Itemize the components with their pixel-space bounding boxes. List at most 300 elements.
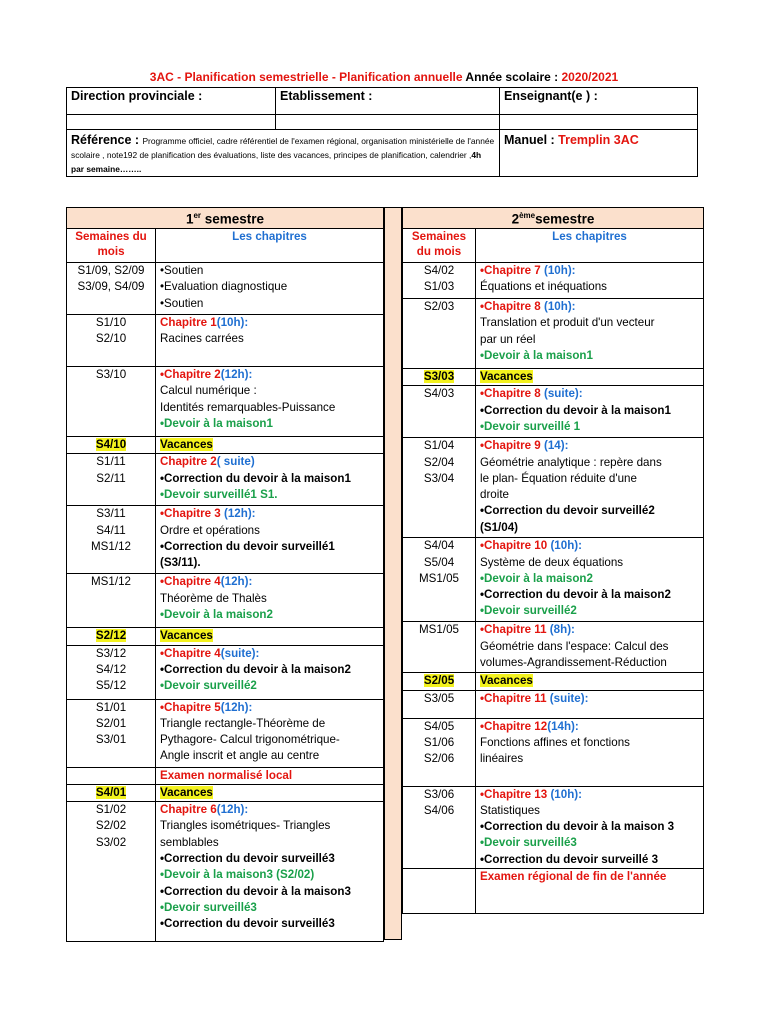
semester2-weeks-cell	[403, 673, 476, 690]
chapter-title	[480, 720, 579, 733]
semester1-chapter-cell	[156, 574, 384, 628]
manuel-label: Manuel :	[504, 133, 559, 147]
correction-label: •Correction du devoir à la maison3	[160, 884, 351, 898]
chapter-line-wrap	[160, 437, 379, 453]
chapter-line: Théorème de Thalès	[160, 591, 267, 605]
title-year: 2020/2021	[561, 70, 619, 84]
chapter-line-wrap	[160, 416, 379, 432]
semester1-row	[67, 367, 384, 437]
chapter-title-hours: (suite):	[549, 691, 589, 705]
semester2-row	[403, 622, 704, 673]
semester1-number: 1	[185, 211, 194, 227]
chapter-line-wrap	[160, 867, 379, 883]
semester-separator	[384, 207, 402, 940]
chapter-line-wrap	[480, 803, 699, 819]
chapter-title	[160, 368, 252, 381]
chapter-line-wrap	[160, 539, 379, 555]
semester1-weeks-cell	[67, 454, 156, 506]
week-line: S4/05	[423, 719, 455, 733]
semester1-weeks-cell	[67, 263, 156, 315]
correction-label: •Correction du devoir surveillé3	[160, 852, 335, 866]
chapter-line-wrap	[160, 591, 379, 607]
chapter-line-wrap	[160, 506, 379, 522]
chapter-line-wrap	[160, 835, 379, 851]
semester2-chapter-cell	[476, 386, 704, 438]
correction-label: (S3/11).	[160, 556, 201, 570]
semester1-table	[66, 207, 384, 942]
semester1-row	[67, 645, 384, 699]
chapter-title	[160, 455, 255, 468]
chapter-line: •Evaluation diagnostique	[160, 280, 288, 294]
chapter-title	[480, 387, 583, 400]
chapter-line-wrap	[160, 607, 379, 623]
chapter-line-wrap	[160, 818, 379, 834]
semester2-chapter-cell	[476, 786, 704, 868]
chapter-title-hours: (14h):	[547, 719, 579, 733]
correction-label: •Correction du devoir surveillé 3	[480, 852, 659, 866]
chapter-title-name: •Chapitre 9	[480, 439, 544, 453]
holiday-label: Vacances	[480, 370, 533, 383]
week-line: S1/06	[423, 735, 455, 749]
chapter-line: Système de deux équations	[480, 555, 624, 569]
chapter-line: Identités remarquables-Puissance	[160, 400, 336, 414]
homework-label: •Devoir à la maison2	[160, 607, 273, 621]
chapter-line: Racines carrées	[160, 332, 244, 346]
chapter-title-hours: (10h):	[550, 539, 582, 553]
semester2-chapter-cell	[476, 622, 704, 673]
chapter-line-wrap	[160, 732, 379, 748]
semester2-row	[403, 718, 704, 786]
semester2-weeks-cell	[403, 718, 476, 786]
semester2-chapter-cell	[476, 538, 704, 622]
week-line: MS1/05	[419, 623, 459, 637]
chapter-title-name: •Chapitre 10	[480, 539, 551, 553]
week-line	[407, 673, 471, 689]
correction-label: •Correction du devoir surveillé2	[480, 504, 655, 518]
chapter-line-wrap	[480, 386, 699, 402]
chapter-line-wrap	[480, 503, 699, 519]
chapter-title-name: •Chapitre 11	[480, 691, 550, 705]
week-label: S2/05	[423, 674, 455, 688]
chapter-line-wrap	[480, 622, 699, 638]
semester1-chapter-cell	[156, 767, 384, 784]
manuel-value: Tremplin 3AC	[558, 133, 639, 147]
chapter-title-hours: (12h):	[216, 803, 249, 817]
week-label: S3/03	[423, 370, 455, 383]
reference-cell	[67, 130, 500, 177]
semester2-table	[402, 207, 704, 914]
semester1-weeks-cell	[67, 437, 156, 454]
correction-label: •Correction du devoir à la maison 3	[480, 820, 675, 834]
chapter-line: le plan- Équation réduite d'une	[480, 471, 637, 485]
week-line: S4/03	[423, 387, 455, 401]
chapter-line: Angle inscrit et angle au centre	[160, 749, 320, 763]
semester1-word: semestre	[201, 211, 265, 227]
semester1-chapters-header: Les chapitres	[156, 229, 384, 263]
semester1-chapter-cell	[156, 784, 384, 801]
chapter-title	[160, 575, 252, 588]
semester1-chapter-cell	[156, 263, 384, 315]
chapter-line: Fonctions affines et fonctions	[480, 735, 630, 749]
week-line: S1/11	[96, 455, 126, 469]
chapter-title	[480, 439, 568, 452]
homework-label: •Devoir à la maison3 (S2/02)	[160, 868, 315, 882]
chapter-line-wrap	[160, 884, 379, 900]
week-line	[71, 437, 151, 453]
semester1-row	[67, 263, 384, 315]
week-line: MS1/05	[419, 571, 459, 585]
week-line	[407, 369, 471, 385]
chapter-line-wrap	[160, 487, 379, 503]
correction-label: •Correction du devoir surveillé3	[160, 917, 335, 931]
semester2-row	[403, 690, 704, 718]
chapter-title-name: •Chapitre 5	[160, 700, 221, 714]
chapter-line-wrap	[480, 438, 699, 454]
chapter-line-wrap	[160, 916, 379, 932]
chapter-line: Statistiques	[480, 803, 540, 817]
enseignant-label: Enseignant(e ) :	[504, 89, 598, 103]
chapter-line-wrap	[480, 673, 699, 689]
chapter-line: Équations et inéquations	[480, 280, 607, 294]
chapter-line-wrap	[480, 819, 699, 835]
header-table	[66, 87, 698, 177]
chapter-line-wrap	[160, 279, 379, 295]
chapter-line-wrap	[480, 403, 699, 419]
chapter-title-hours: (10h):	[543, 264, 576, 277]
week-line: MS1/12	[91, 575, 131, 589]
chapter-line-wrap	[160, 678, 379, 694]
week-line: S2/06	[423, 752, 455, 766]
semester1-row	[67, 628, 384, 645]
week-line: S4/11	[96, 523, 126, 537]
chapter-line-wrap	[160, 628, 379, 644]
chapter-line: Calcul numérique :	[160, 384, 257, 398]
chapter-line: Translation et produit d'un vecteur	[480, 316, 655, 330]
chapter-title-name: •Chapitre 4	[160, 575, 221, 589]
correction-label: (S1/04)	[480, 520, 519, 534]
semester1-weeks-cell	[67, 767, 156, 784]
title-main: 3AC - Planification semestrielle - Planification annuelle	[149, 70, 463, 84]
semester1-weeks-cell	[67, 367, 156, 437]
reference-label: Référence :	[71, 133, 140, 147]
semester1-row	[67, 784, 384, 801]
semester1-weeks-cell	[67, 784, 156, 801]
chapter-title-name: •Chapitre 11	[480, 623, 550, 637]
chapter-title-name: •Chapitre 4	[160, 646, 221, 660]
semester1-chapter-cell	[156, 367, 384, 437]
semester2-row	[403, 386, 704, 438]
week-line: S1/04	[423, 439, 455, 453]
manuel-cell	[500, 130, 698, 177]
homework-label: •Devoir à la maison1	[480, 348, 593, 362]
homework-label: •Devoir surveillé1 S1.	[160, 487, 278, 501]
semester1-row	[67, 574, 384, 628]
semester2-weeks-cell	[403, 690, 476, 718]
chapter-line-wrap	[160, 523, 379, 539]
correction-label: •Correction du devoir à la maison1	[160, 471, 351, 485]
week-line: S3/09, S4/09	[77, 280, 145, 294]
semester2-sup: ème	[519, 211, 536, 220]
correction-label: •Correction du devoir surveillé1	[160, 539, 335, 553]
week-label: S4/01	[95, 785, 127, 799]
week-line: S3/06	[423, 787, 455, 801]
semester1-chapter-cell	[156, 645, 384, 699]
semester2-row	[403, 263, 704, 299]
semester2-chapter-cell	[476, 299, 704, 369]
chapter-line-wrap	[160, 263, 379, 279]
semester1-row	[67, 699, 384, 767]
chapter-line-wrap	[160, 768, 379, 784]
week-line	[71, 628, 151, 644]
chapter-line-wrap	[480, 655, 699, 671]
chapter-title-name: •Chapitre 12	[480, 719, 548, 733]
chapter-line-wrap	[480, 587, 699, 603]
chapter-line: •Soutien	[160, 264, 204, 277]
chapter-title-name: •Chapitre 7	[480, 264, 544, 277]
chapter-title-name: Chapitre 6	[160, 803, 217, 817]
chapter-line-wrap	[480, 487, 699, 503]
semester2-row	[403, 869, 704, 914]
week-line: S1/02	[95, 803, 127, 817]
etablissement-label: Etablissement :	[280, 89, 373, 103]
chapter-line: Géométrie dans l'espace: Calcul des	[480, 639, 669, 653]
semester2-weeks-cell	[403, 869, 476, 914]
chapter-title	[480, 264, 576, 277]
week-line: S4/02	[423, 264, 455, 277]
semester2-chapter-cell	[476, 690, 704, 718]
week-line: S2/04	[423, 455, 455, 469]
chapter-line-wrap	[160, 383, 379, 399]
blank-cell-2	[276, 115, 500, 130]
semester2-row	[403, 786, 704, 868]
semester2-weeks-cell	[403, 369, 476, 386]
chapter-line: •Soutien	[160, 296, 204, 310]
title-school-year-label: Année scolaire :	[462, 70, 562, 84]
week-line: S1/01	[95, 700, 127, 714]
holiday-label: Vacances	[480, 674, 533, 688]
chapter-title-name: •Chapitre 8	[480, 300, 544, 313]
chapter-line: Triangles isométriques- Triangles	[160, 819, 331, 833]
chapter-line-wrap	[160, 315, 379, 331]
semester1-chapter-cell	[156, 315, 384, 367]
chapter-line: Pythagore- Calcul trigonométrique-	[160, 733, 340, 747]
correction-label: •Correction du devoir à la maison2	[480, 588, 671, 602]
homework-label: •Devoir surveillé 1	[480, 419, 581, 433]
semester2-chapter-cell	[476, 438, 704, 538]
chapter-title	[160, 507, 256, 520]
chapter-line-wrap	[160, 851, 379, 867]
semester2-title	[403, 208, 704, 229]
chapter-title	[480, 788, 582, 801]
week-line	[71, 785, 151, 801]
week-line: S3/01	[95, 733, 127, 747]
chapter-line-wrap	[480, 735, 699, 751]
chapter-title-hours: (10h):	[216, 316, 249, 329]
chapter-line-wrap	[480, 691, 699, 707]
chapter-line-wrap	[480, 348, 699, 364]
chapter-line-wrap	[480, 751, 699, 767]
semester2-row	[403, 438, 704, 538]
chapter-title-hours: (12h):	[220, 368, 253, 381]
semester2-chapters-header: Les chapitres	[476, 229, 704, 263]
chapter-title	[480, 623, 575, 636]
chapter-title	[160, 701, 252, 714]
reference-hours: 4h par semaine……..	[71, 150, 482, 174]
semester2-weeks-cell	[403, 622, 476, 673]
chapter-line-wrap	[480, 471, 699, 487]
chapter-line-wrap	[160, 748, 379, 764]
week-line: S5/04	[423, 555, 455, 569]
semester1-chapter-cell	[156, 699, 384, 767]
chapter-line-wrap	[480, 603, 699, 619]
semester1-row	[67, 767, 384, 784]
semester2-weeks-cell	[403, 299, 476, 369]
chapter-title	[480, 692, 588, 705]
semester1-sup: er	[193, 211, 202, 220]
chapter-title	[480, 300, 576, 313]
semester1-title	[67, 208, 384, 229]
semester2-chapter-cell	[476, 869, 704, 914]
chapter-title-hours: ( suite)	[216, 455, 255, 469]
semester1-chapter-cell	[156, 802, 384, 942]
chapter-line-wrap	[160, 716, 379, 732]
chapter-line-wrap	[480, 263, 699, 279]
week-line: S4/12	[95, 662, 127, 676]
reference-text: Programme officiel, cadre référentiel de l'examen régional, organisation ministérielle de l'année scolaire , note192 de planification des évaluations, liste des vacances, principes de planification, calendrier ,	[71, 136, 495, 160]
chapter-title-name: •Chapitre 2	[160, 368, 221, 381]
semester2-weeks-cell	[403, 386, 476, 438]
semester2-weeks-cell	[403, 538, 476, 622]
enseignant-cell	[500, 88, 698, 115]
semester2-row	[403, 673, 704, 690]
homework-label: •Devoir surveillé2	[160, 679, 257, 693]
chapter-line-wrap	[160, 662, 379, 678]
homework-label: •Devoir à la maison1	[160, 416, 273, 430]
chapter-title-hours: (8h):	[549, 623, 575, 637]
chapter-title-hours: (14):	[543, 439, 569, 453]
chapter-title-hours: (suite):	[543, 387, 583, 401]
week-line: S5/12	[95, 679, 127, 693]
chapter-line-wrap	[480, 555, 699, 571]
week-line: S3/02	[95, 835, 127, 849]
blank-cell-1	[67, 115, 276, 130]
week-label: S4/10	[95, 438, 127, 451]
chapter-line: par un réel	[480, 332, 536, 346]
chapter-line-wrap	[160, 785, 379, 801]
semester2-number: 2	[511, 211, 520, 227]
semester2-word: semestre	[535, 211, 595, 227]
chapter-line: Triangle rectangle-Théorème de	[160, 716, 326, 730]
chapter-line-wrap	[480, 852, 699, 868]
semester1-chapter-cell	[156, 506, 384, 574]
direction-label: Direction provinciale :	[71, 89, 203, 103]
week-line: S2/03	[423, 300, 455, 313]
chapter-line-wrap	[160, 331, 379, 347]
chapter-line-wrap	[160, 400, 379, 416]
chapter-title-name: •Chapitre 3	[160, 507, 224, 521]
chapter-line-wrap	[160, 296, 379, 312]
semester2-chapter-cell	[476, 673, 704, 690]
semester1-weeks-cell	[67, 628, 156, 645]
chapter-line-wrap	[480, 835, 699, 851]
chapter-line-wrap	[160, 454, 379, 470]
semester1-weeks-cell	[67, 574, 156, 628]
chapter-line: droite	[480, 488, 510, 502]
holiday-label: Vacances	[160, 438, 213, 451]
chapter-line-wrap	[160, 367, 379, 383]
week-line: S1/10	[95, 316, 127, 329]
chapter-line-wrap	[480, 719, 699, 735]
week-line: S3/10	[95, 368, 127, 381]
chapter-line-wrap	[160, 802, 379, 818]
chapter-title-name: Chapitre 2	[160, 455, 217, 469]
chapter-title-hours: (suite):	[220, 646, 260, 660]
semester1-weeks-cell	[67, 802, 156, 942]
semester1-weeks-cell	[67, 315, 156, 367]
semester2-row	[403, 299, 704, 369]
chapter-line-wrap	[160, 700, 379, 716]
semester2-chapter-cell	[476, 369, 704, 386]
week-line: S2/11	[96, 471, 126, 485]
chapter-title-name: Chapitre 1	[160, 316, 217, 329]
semester1-chapter-cell	[156, 437, 384, 454]
etablissement-cell	[276, 88, 500, 115]
chapter-line: semblables	[160, 835, 219, 849]
semester1-chapter-cell	[156, 454, 384, 506]
chapter-line-wrap	[480, 639, 699, 655]
chapter-line: volumes-Agrandissement-Réduction	[480, 655, 667, 669]
semester2-row	[403, 369, 704, 386]
chapter-line: linéaires	[480, 752, 524, 766]
chapter-title	[480, 539, 582, 552]
week-line: S1/03	[423, 280, 455, 294]
chapter-line-wrap	[480, 369, 699, 385]
semester1-chapter-cell	[156, 628, 384, 645]
chapter-title	[160, 647, 259, 660]
semester2-row	[403, 538, 704, 622]
semester2-chapter-cell	[476, 718, 704, 786]
semester1-row	[67, 437, 384, 454]
week-line: S2/10	[95, 332, 127, 346]
chapter-line: Ordre et opérations	[160, 523, 260, 537]
semester1-weeks-cell	[67, 645, 156, 699]
chapter-title-name: •Chapitre 13	[480, 787, 551, 801]
chapter-line-wrap	[480, 538, 699, 554]
week-label: S2/12	[95, 629, 127, 643]
chapter-line-wrap	[480, 455, 699, 471]
correction-label: •Correction du devoir à la maison2	[160, 662, 351, 676]
chapter-line: Géométrie analytique : repère dans	[480, 455, 662, 469]
week-line: S3/05	[423, 691, 455, 705]
holiday-label: Vacances	[160, 629, 213, 643]
chapter-title	[160, 316, 248, 329]
chapter-line-wrap	[480, 787, 699, 803]
week-line: S4/06	[423, 803, 455, 817]
holiday-label: Vacances	[160, 785, 213, 799]
week-line: S3/11	[96, 507, 126, 521]
chapter-line-wrap	[160, 555, 379, 571]
chapter-line-wrap	[480, 299, 699, 315]
exam-label: Examen normalisé local	[160, 768, 293, 782]
week-line: S1/09, S2/09	[77, 264, 145, 277]
document-title	[0, 70, 768, 84]
chapter-title-hours: (12h):	[220, 575, 253, 589]
week-line: S3/04	[423, 471, 455, 485]
chapter-line-wrap	[160, 574, 379, 590]
chapter-line-wrap	[160, 646, 379, 662]
semester1-row	[67, 315, 384, 367]
semester1-row	[67, 506, 384, 574]
